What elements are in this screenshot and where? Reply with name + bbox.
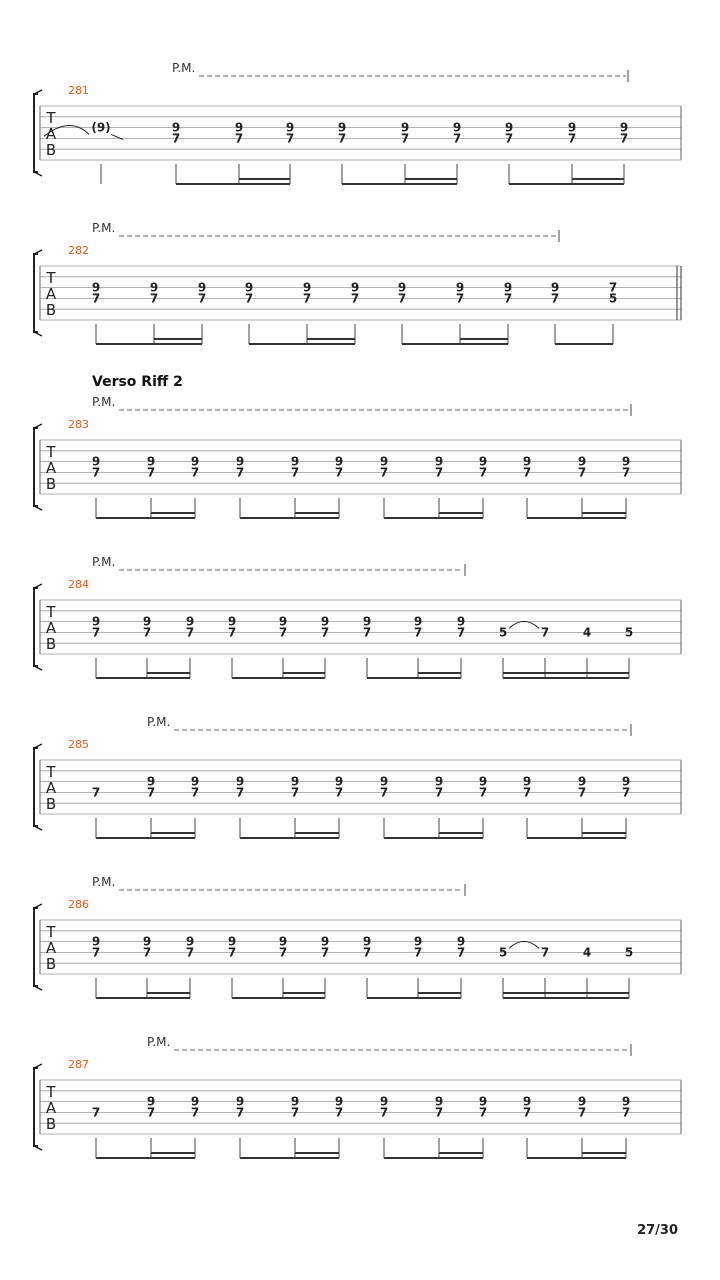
tab-letter-a: A (45, 939, 57, 957)
fret-number: 7 (334, 1105, 344, 1120)
fret-number: 9 (522, 774, 532, 789)
fret-number: 9 (91, 614, 101, 629)
fret-number: 7 (171, 131, 181, 146)
bar-number: 286 (68, 898, 89, 911)
fret-number: 7 (434, 465, 444, 480)
fret-number: 9 (434, 1094, 444, 1109)
fret-number: 9 (397, 280, 407, 295)
tab-letter-t: T (46, 923, 56, 941)
fret-number: 9 (337, 120, 347, 135)
tab-letter-b: B (45, 141, 57, 159)
system-bracket (34, 588, 38, 666)
tab-letter-a: A (45, 779, 57, 797)
staff-system-281 (34, 61, 681, 184)
fret-number: 9 (434, 454, 444, 469)
fret-number: 5 (624, 625, 634, 640)
fret-number: 9 (190, 454, 200, 469)
fret-number: 7 (478, 785, 488, 800)
fret-number: 9 (149, 280, 159, 295)
staff-system-285 (34, 715, 681, 838)
fret-number: 9 (621, 454, 631, 469)
system-bracket (34, 748, 38, 826)
fret-number: 7 (227, 945, 237, 960)
bracket-hooks (34, 904, 42, 990)
fret-number: 7 (190, 785, 200, 800)
fret-number: 7 (278, 625, 288, 640)
tab-letter-t: T (46, 443, 56, 461)
fret-number: 7 (577, 1105, 587, 1120)
fret-number: 9 (278, 614, 288, 629)
fret-number: 9 (235, 1094, 245, 1109)
fret-number: 5 (624, 945, 634, 960)
fret-number: 7 (350, 291, 360, 306)
tab-letter-b: B (45, 301, 57, 319)
fret-number: 9 (413, 934, 423, 949)
fret-number: 7 (290, 785, 300, 800)
fret-number: 7 (234, 131, 244, 146)
fret-number: 7 (503, 291, 513, 306)
fret-number: 9 (379, 454, 389, 469)
fret-number: 9 (456, 614, 466, 629)
fret-number: 9 (413, 614, 423, 629)
palm-mute-label: P.M. (172, 61, 196, 75)
fret-number: 7 (290, 1105, 300, 1120)
page-number: 27/30 (637, 1223, 678, 1238)
palm-mute-label: P.M. (92, 555, 116, 569)
palm-mute-label: P.M. (92, 395, 116, 409)
fret-number: 9 (302, 280, 312, 295)
fret-number: 7 (362, 625, 372, 640)
fret-number: 7 (190, 1105, 200, 1120)
fret-number: 9 (434, 774, 444, 789)
bar-number: 282 (68, 244, 89, 257)
fret-number: 9 (278, 934, 288, 949)
fret-number: 5 (608, 291, 618, 306)
tab-letter-a: A (45, 125, 57, 143)
fret-number: 7 (550, 291, 560, 306)
bar-number: 283 (68, 418, 89, 431)
fret-number: 7 (91, 291, 101, 306)
fret-number: 9 (577, 454, 587, 469)
fret-number: 7 (452, 131, 462, 146)
fret-number: 7 (185, 945, 195, 960)
fret-number: 9 (142, 614, 152, 629)
fret-number: 7 (608, 280, 618, 295)
fret-number: 7 (185, 625, 195, 640)
fret-number: 7 (478, 465, 488, 480)
fret-number: 7 (567, 131, 577, 146)
fret-number: 9 (142, 934, 152, 949)
fret-number: 7 (434, 785, 444, 800)
fret-number: 9 (185, 614, 195, 629)
fret-number: 9 (146, 1094, 156, 1109)
fret-number: 9 (567, 120, 577, 135)
fret-number: 7 (397, 291, 407, 306)
fret-number: 9 (577, 774, 587, 789)
fret-number: 7 (142, 945, 152, 960)
fret-number: 7 (334, 465, 344, 480)
fret-number: 7 (540, 625, 550, 640)
fret-number: 7 (379, 785, 389, 800)
fret-number: 7 (455, 291, 465, 306)
fret-number: 7 (142, 625, 152, 640)
tab-letter-b: B (45, 955, 57, 973)
fret-number: 9 (478, 1094, 488, 1109)
fret-number: 9 (379, 1094, 389, 1109)
fret-number: 9 (452, 120, 462, 135)
fret-number: 9 (91, 280, 101, 295)
staff-system-286 (34, 875, 681, 998)
fret-number: 9 (362, 614, 372, 629)
fret-number: 7 (619, 131, 629, 146)
fret-number: 9 (171, 120, 181, 135)
bar-number: 287 (68, 1058, 89, 1071)
fret-number: 9 (400, 120, 410, 135)
fret-number: 9 (91, 934, 101, 949)
bracket-hooks (34, 584, 42, 670)
fret-number: 9 (235, 454, 245, 469)
fret-number: 7 (91, 945, 101, 960)
fret-number: 9 (550, 280, 560, 295)
fret-number: 9 (290, 774, 300, 789)
fret-number: 7 (522, 1105, 532, 1120)
fret-number: 7 (379, 465, 389, 480)
fret-number: 9 (350, 280, 360, 295)
palm-mute-label: P.M. (92, 221, 116, 235)
palm-mute-label: P.M. (92, 875, 116, 889)
tab-letter-a: A (45, 285, 57, 303)
fret-number: 7 (334, 785, 344, 800)
fret-number: 4 (582, 625, 592, 640)
fret-number: 9 (234, 120, 244, 135)
fret-number: 7 (621, 785, 631, 800)
fret-number: 9 (146, 454, 156, 469)
fret-number: 9 (504, 120, 514, 135)
bracket-hooks (34, 1064, 42, 1150)
fret-number: 7 (91, 465, 101, 480)
tab-letter-t: T (46, 763, 56, 781)
bracket-hooks (34, 744, 42, 830)
fret-number: 7 (362, 945, 372, 960)
fret-number: 9 (320, 614, 330, 629)
slur-arc (509, 621, 539, 628)
fret-number: 7 (577, 465, 587, 480)
palm-mute-label: P.M. (147, 1035, 171, 1049)
fret-number: 9 (456, 934, 466, 949)
fret-number: 7 (456, 945, 466, 960)
fret-number: 7 (379, 1105, 389, 1120)
fret-number: 9 (522, 1094, 532, 1109)
fret-number: 9 (478, 454, 488, 469)
bar-number: 281 (68, 84, 89, 97)
fret-number: 7 (235, 465, 245, 480)
fret-number: 9 (334, 774, 344, 789)
fret-number: 9 (522, 454, 532, 469)
fret-number: 9 (621, 774, 631, 789)
fret-number: 7 (413, 625, 423, 640)
system-bracket (34, 254, 38, 332)
system-bracket (34, 1068, 38, 1146)
system-bracket (34, 428, 38, 506)
fret-number: 7 (320, 945, 330, 960)
fret-number: 9 (244, 280, 254, 295)
tab-letter-b: B (45, 475, 57, 493)
fret-number: 9 (91, 454, 101, 469)
tab-letter-a: A (45, 619, 57, 637)
fret-number: 7 (278, 945, 288, 960)
fret-number: 9 (185, 934, 195, 949)
fret-number: 7 (91, 625, 101, 640)
bar-number: 285 (68, 738, 89, 751)
fret-number: 7 (434, 1105, 444, 1120)
tab-letter-b: B (45, 1115, 57, 1133)
fret-number: 7 (146, 465, 156, 480)
fret-number: 7 (197, 291, 207, 306)
palm-mute-label: P.M. (147, 715, 171, 729)
fret-number: (9) (91, 120, 111, 135)
fret-number: 9 (290, 454, 300, 469)
fret-number: 7 (91, 1105, 101, 1120)
staff-system-283 (34, 374, 681, 518)
fret-number: 7 (504, 131, 514, 146)
fret-number: 9 (379, 774, 389, 789)
fret-number: 7 (400, 131, 410, 146)
fret-number: 7 (621, 1105, 631, 1120)
fret-number: 9 (455, 280, 465, 295)
fret-number: 9 (619, 120, 629, 135)
fret-number: 7 (413, 945, 423, 960)
fret-number: 9 (577, 1094, 587, 1109)
fret-number: 7 (478, 1105, 488, 1120)
fret-number: 9 (503, 280, 513, 295)
fret-number: 7 (337, 131, 347, 146)
fret-number: 4 (582, 945, 592, 960)
fret-number: 5 (498, 625, 508, 640)
fret-number: 7 (91, 785, 101, 800)
fret-number: 7 (522, 465, 532, 480)
fret-number: 9 (285, 120, 295, 135)
bar-number: 284 (68, 578, 89, 591)
fret-number: 7 (320, 625, 330, 640)
tab-letter-t: T (46, 603, 56, 621)
fret-number: 9 (146, 774, 156, 789)
system-bracket (34, 908, 38, 986)
fret-number: 7 (244, 291, 254, 306)
fret-number: 9 (190, 1094, 200, 1109)
staff-system-287 (34, 1035, 681, 1158)
tab-letter-a: A (45, 459, 57, 477)
fret-number: 9 (320, 934, 330, 949)
fret-number: 5 (498, 945, 508, 960)
fret-number: 9 (290, 1094, 300, 1109)
fret-number: 7 (227, 625, 237, 640)
bracket-hooks (34, 90, 42, 176)
tab-letter-b: B (45, 795, 57, 813)
fret-number: 9 (235, 774, 245, 789)
fret-number: 9 (190, 774, 200, 789)
fret-number: 7 (540, 945, 550, 960)
slur-arc (509, 941, 539, 948)
tab-letter-b: B (45, 635, 57, 653)
tab-letter-t: T (46, 109, 56, 127)
staff-system-282 (34, 221, 681, 344)
fret-number: 7 (146, 1105, 156, 1120)
fret-number: 7 (456, 625, 466, 640)
tab-letter-t: T (46, 269, 56, 287)
fret-number: 7 (621, 465, 631, 480)
fret-number: 9 (334, 1094, 344, 1109)
fret-number: 7 (146, 785, 156, 800)
fret-number: 7 (522, 785, 532, 800)
system-bracket (34, 94, 38, 172)
fret-number: 7 (302, 291, 312, 306)
fret-number: 9 (334, 454, 344, 469)
staff-system-284 (34, 555, 681, 678)
fret-number: 7 (285, 131, 295, 146)
fret-number: 7 (235, 1105, 245, 1120)
tab-letter-a: A (45, 1099, 57, 1117)
fret-number: 9 (227, 614, 237, 629)
fret-number: 7 (290, 465, 300, 480)
fret-number: 9 (227, 934, 237, 949)
fret-number: 7 (235, 785, 245, 800)
fret-number: 7 (149, 291, 159, 306)
fret-number: 7 (190, 465, 200, 480)
fret-number: 9 (621, 1094, 631, 1109)
fret-number: 9 (197, 280, 207, 295)
fret-number: 7 (577, 785, 587, 800)
section-title: Verso Riff 2 (92, 374, 183, 390)
fret-number: 9 (362, 934, 372, 949)
tab-letter-t: T (46, 1083, 56, 1101)
fret-number: 9 (478, 774, 488, 789)
bracket-hooks (34, 250, 42, 336)
bracket-hooks (34, 424, 42, 510)
